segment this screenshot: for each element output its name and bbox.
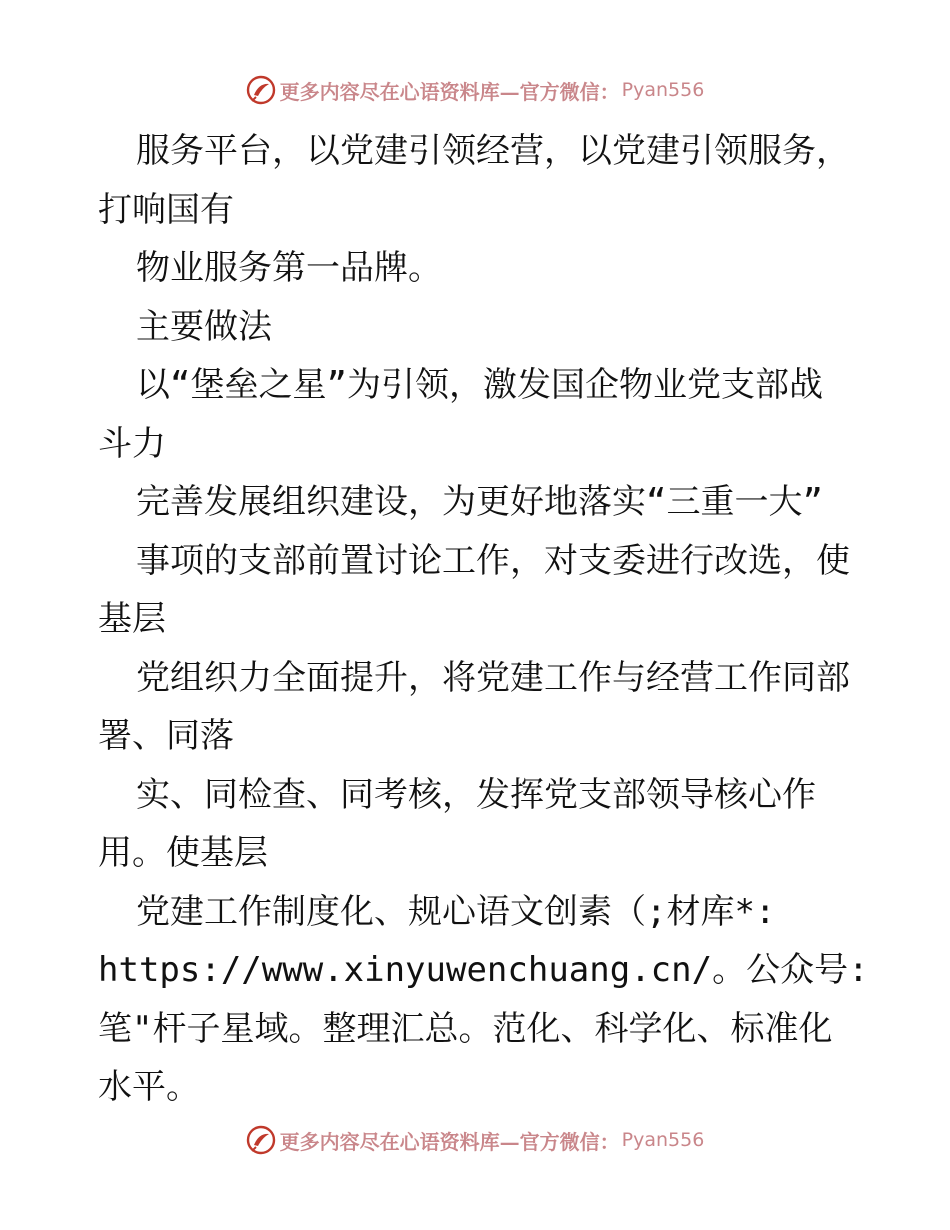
text-line: 服务平台，以党建引领经营，以党建引领服务， (136, 131, 850, 171)
text-line: 实、同检查、同考核，发挥党支部领导核心作 (136, 774, 816, 815)
banner-text: 更多内容尽在心语资料库—官方微信： (279, 79, 620, 104)
banner-wechat-id: Pyan556 (621, 79, 705, 101)
text-line: 物业服务第一品牌。 (136, 248, 442, 288)
text-line: 党建工作制度化、规心语文创素（;材库*: (136, 891, 776, 932)
text-line: 笔"杆子星域。整理汇总。范化、科学化、标准化 (98, 1008, 833, 1049)
logo-icon (246, 1125, 276, 1155)
text-line: 以“堡垒之星”为引领，激发国企物业党支部战 (136, 365, 823, 405)
text-line: 事项的支部前置讨论工作，对支委进行改选，使 (136, 540, 850, 581)
banner-wechat-id: Pyan556 (621, 1129, 705, 1151)
text-line: 基层 (98, 599, 166, 639)
text-line: 党组织力全面提升，将党建工作与经营工作同部 (136, 657, 850, 698)
text-line: 主要做法 (136, 306, 272, 347)
header-banner (0, 70, 950, 110)
text-line: 斗力 (98, 423, 166, 464)
body-text (98, 122, 869, 1117)
text-line: 署、同落 (98, 716, 234, 756)
text-line: 水平。 (98, 1067, 200, 1107)
text-line: 用。使基层 (98, 833, 268, 873)
text-line: https://www.xinyuwenchuang.cn/。公众号: (98, 950, 869, 990)
text-line: 完善发展组织建设，为更好地落实“三重一大” (136, 482, 823, 522)
text-line: 打响国有 (98, 189, 234, 230)
logo-icon (246, 75, 276, 105)
banner-text: 更多内容尽在心语资料库—官方微信： (279, 1129, 620, 1154)
footer-banner (0, 1120, 950, 1160)
